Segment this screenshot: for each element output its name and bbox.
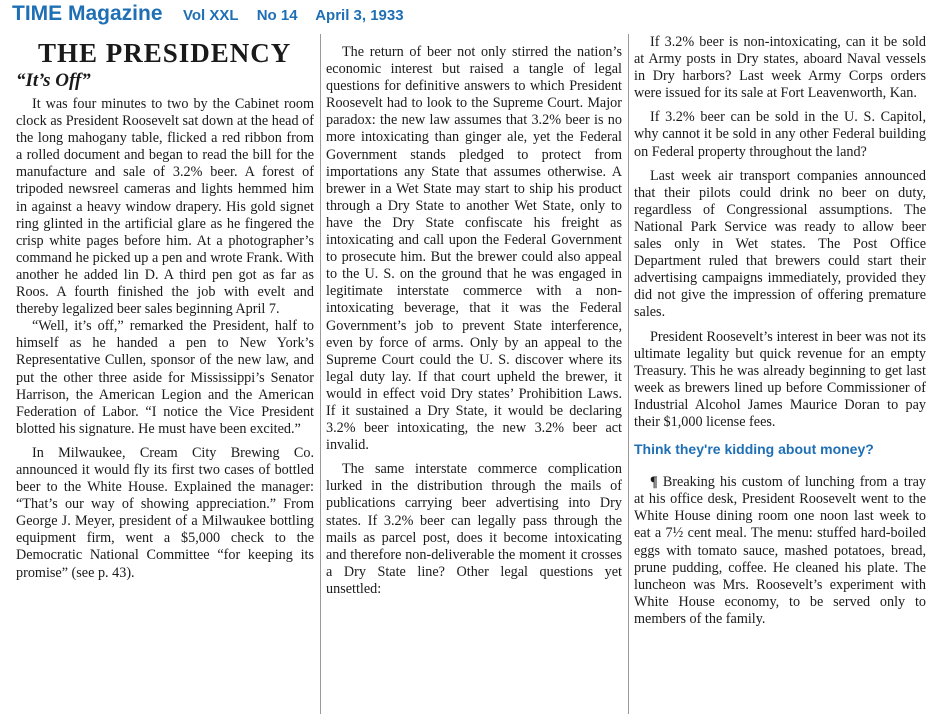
issue-info	[183, 7, 418, 24]
annotation-caption: Think they're kidding about money?	[634, 441, 874, 458]
article-column-1	[16, 34, 314, 582]
issue-date: April 3, 1933	[315, 7, 404, 24]
column-divider-1	[320, 34, 321, 714]
paragraph: President Roosevelt’s interest in beer was not its ultimate legality but quick revenue for an empty Treasury. This he was already beginning to get last week as brewers lined up before Commissioner of Industrial Alcohol James Maurice Doran to pay their $1,000 license fees.	[634, 328, 926, 430]
masthead	[12, 2, 418, 30]
pilcrow-icon: ¶	[650, 474, 658, 491]
article-column-3	[634, 34, 926, 628]
paragraph: If 3.2% beer can be sold in the U. S. Capitol, why cannot it be sold in any other Federal building on Federal property throughout the land?	[634, 109, 926, 160]
article-column-2	[326, 44, 622, 598]
paragraph: It was four minutes to two by the Cabinet room clock as President Roosevelt sat down at the head of the long mahogany table, flicked a red ribbon from a rolled document and began to read the bill for the manufacture and sale of 3.2% beer. A forest of tripoded newsreel cameras and lights hemmed him in against a heavy window drapery. His gold signet ring glinted in the artificial glare as he fingered the crisp white pages before him. At a photographer’s command he picked up a pen and wrote Frank. With another he added lin D. A third pen got as far as Roos. A fourth finished the job with evelt and thereby legalized beer sales beginning April 7.	[16, 96, 314, 318]
paragraph: If 3.2% beer is non-intoxicating, can it be sold at Army posts in Dry states, aboard Naval vessels in Dry harbors? Last week Army Corps orders were issued for its sale at Fort Leavenworth, Kan.	[634, 34, 926, 102]
luncheon-text: Breaking his custom of lunching from a tray at his office desk, President Roosevelt went to the White House dining room one noon last week to eat a 7½ cent meal. The menu: stuffed hard-boiled eggs with tomato sauce, mashed potatoes, bread, prune pudding, coffee. He cleaned his plate. The luncheon was Mrs. Roosevelt’s experiment with White House economy, to be served only to members of the family.	[634, 474, 926, 627]
luncheon-paragraph	[634, 474, 926, 628]
paragraph: The return of beer not only stirred the nation’s economic interest but raised a tangle of legal questions for definitive answers to which President Roosevelt had to look to the Supreme Court. Major paradox: the new law assumes that 3.2% beer is no more intoxicating than ginger ale, yet the Federal Government stands pledged to protect from importations any State that assumes otherwise. A brewer in a Wet State may start to ship his product through a Dry State to another Wet State, only to have the Dry State confiscate his freight as intoxicating and call upon the Federal Government to prosecute him. But the brewer could also appeal to the U. S. on the ground that he was engaged in legitimate interstate commerce with a non-intoxicating beverage, that it was the Federal Government’s job to prevent State interference, even by force of arms. Only by an appeal to the Supreme Court could the U. S. discover where its legal duty lay. If that court upheld the brewer, it would in effect void Dry states’ Prohibition Laws. If it sustained a Dry State, it would be declaring 3.2% beer intoxicating, the new 3.2% beer act invalid.	[326, 44, 622, 454]
volume-label: Vol XXL	[182, 7, 239, 24]
column-divider-2	[628, 34, 629, 714]
paragraph: “Well, it’s off,” remarked the President, half to himself as he handed a pen to New York’s Representative Cullen, sponsor of the new law, and put the other three aside for Mississippi’s Senator Harrison, the American Legion and the American Federation of Labor. “I notice the Vice President blotted his signature. He must have been excited.”	[16, 318, 314, 437]
paragraph: The same interstate commerce complication lurked in the distribution through the mails of publications carrying beer advertising into Dry states. If 3.2% beer can legally pass through the mails as parcel post, does it become intoxicating and therefore non-deliverable the moment it crosses a Dry State line? Other legal questions yet unsettled:	[326, 461, 622, 597]
issue-number: No 14	[256, 7, 298, 24]
paragraph: Last week air transport companies announced that their pilots could drink no beer on duty, regardless of Congressional assumptions. The National Park Service was ready to allow beer sales only in Wet states. The Post Office Department ruled that brewers could start their advertising campaigns immediately, provided they did not give the impression of offering premature sales.	[634, 167, 926, 321]
article-headline: THE PRESIDENCY	[38, 38, 292, 68]
paragraph: In Milwaukee, Cream City Brewing Co. announced it would fly its first two cases of bottled beer to the White House. Explained the manager: “That’s our way of showing appreciation.” From George J. Meyer, president of a Milwaukee bottling equipment firm, went a $5,000 check to the Democratic National Committee “for keeping its promise” (see p. 43).	[16, 444, 314, 581]
article-subhead: “It’s Off”	[16, 70, 91, 91]
magazine-title: TIME Magazine	[12, 2, 163, 25]
